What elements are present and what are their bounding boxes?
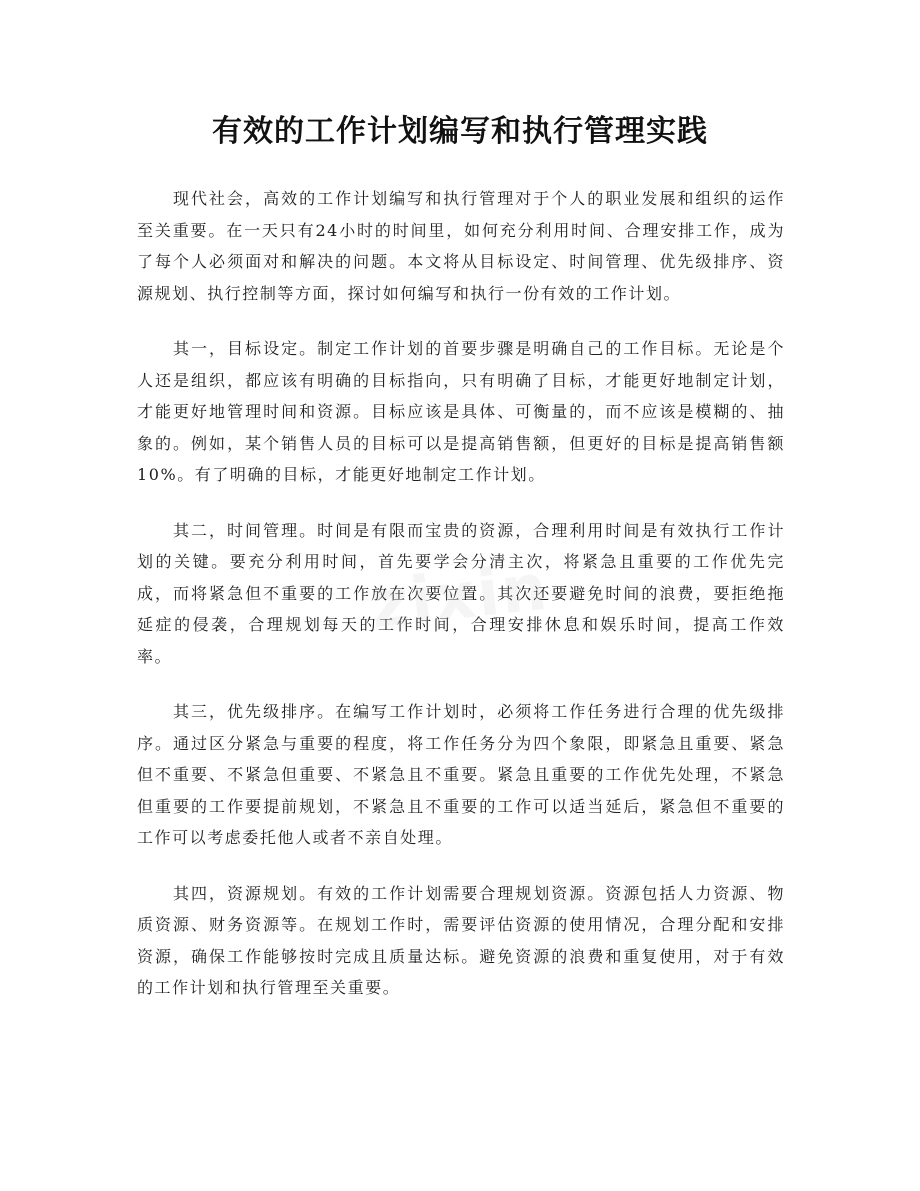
paragraph-resource-planning: 其四，资源规划。有效的工作计划需要合理规划资源。资源包括人力资源、物质资源、财务资源等。在规划工作时，需要评估资源的使用情况，合理分配和安排资源，确保工作能够按时完成且质量达标。避免资源的浪费和重复使用，对于有效的工作计划和执行管理至关重要。 xyxy=(137,883,785,997)
paragraph-goal-setting: 其一，目标设定。制定工作计划的首要步骤是明确自己的工作目标。无论是个人还是组织，都应该有明确的目标指向，只有明确了目标，才能更好地制定计划，才能更好地管理时间和资源。目标应该是具体、可衡量的，而不应该是模糊的、抽象的。例如，某个销售人员的目标可以是提高销售额，但更好的目标是提高销售额10%。有了明确的目标，才能更好地制定工作计划。 xyxy=(137,339,785,484)
paragraph-time-management: 其二，时间管理。时间是有限而宝贵的资源，合理利用时间是有效执行工作计划的关键。要充分利用时间，首先要学会分清主次，将紧急且重要的工作优先完成，而将紧急但不重要的工作放在次要位置。其次还要避免时间的浪费，要拒绝拖延症的侵袭，合理规划每天的工作时间，合理安排休息和娱乐时间，提高工作效率。 xyxy=(137,520,785,666)
document-body xyxy=(137,183,785,1028)
paragraph-intro: 现代社会，高效的工作计划编写和执行管理对于个人的职业发展和组织的运作至关重要。在一天只有24小时的时间里，如何充分利用时间、合理安排工作，成为了每个人必须面对和解决的问题。本文将从目标设定、时间管理、优先级排序、资源规划、执行控制等方面，探讨如何编写和执行一份有效的工作计划。 xyxy=(137,189,785,303)
paragraph-priority-ranking: 其三，优先级排序。在编写工作计划时，必须将工作任务进行合理的优先级排序。通过区分紧急与重要的程度，将工作任务分为四个象限，即紧急且重要、紧急但不重要、不紧急但重要、不紧急且不重要。紧急且重要的工作优先处理，不紧急但重要的工作要提前规划，不紧急且不重要的工作可以适当延后，紧急但不重要的工作可以考虑委托他人或者不亲自处理。 xyxy=(137,702,785,847)
watermark: zixin xyxy=(367,550,553,644)
document-title: 有效的工作计划编写和执行管理实践 xyxy=(212,114,708,149)
